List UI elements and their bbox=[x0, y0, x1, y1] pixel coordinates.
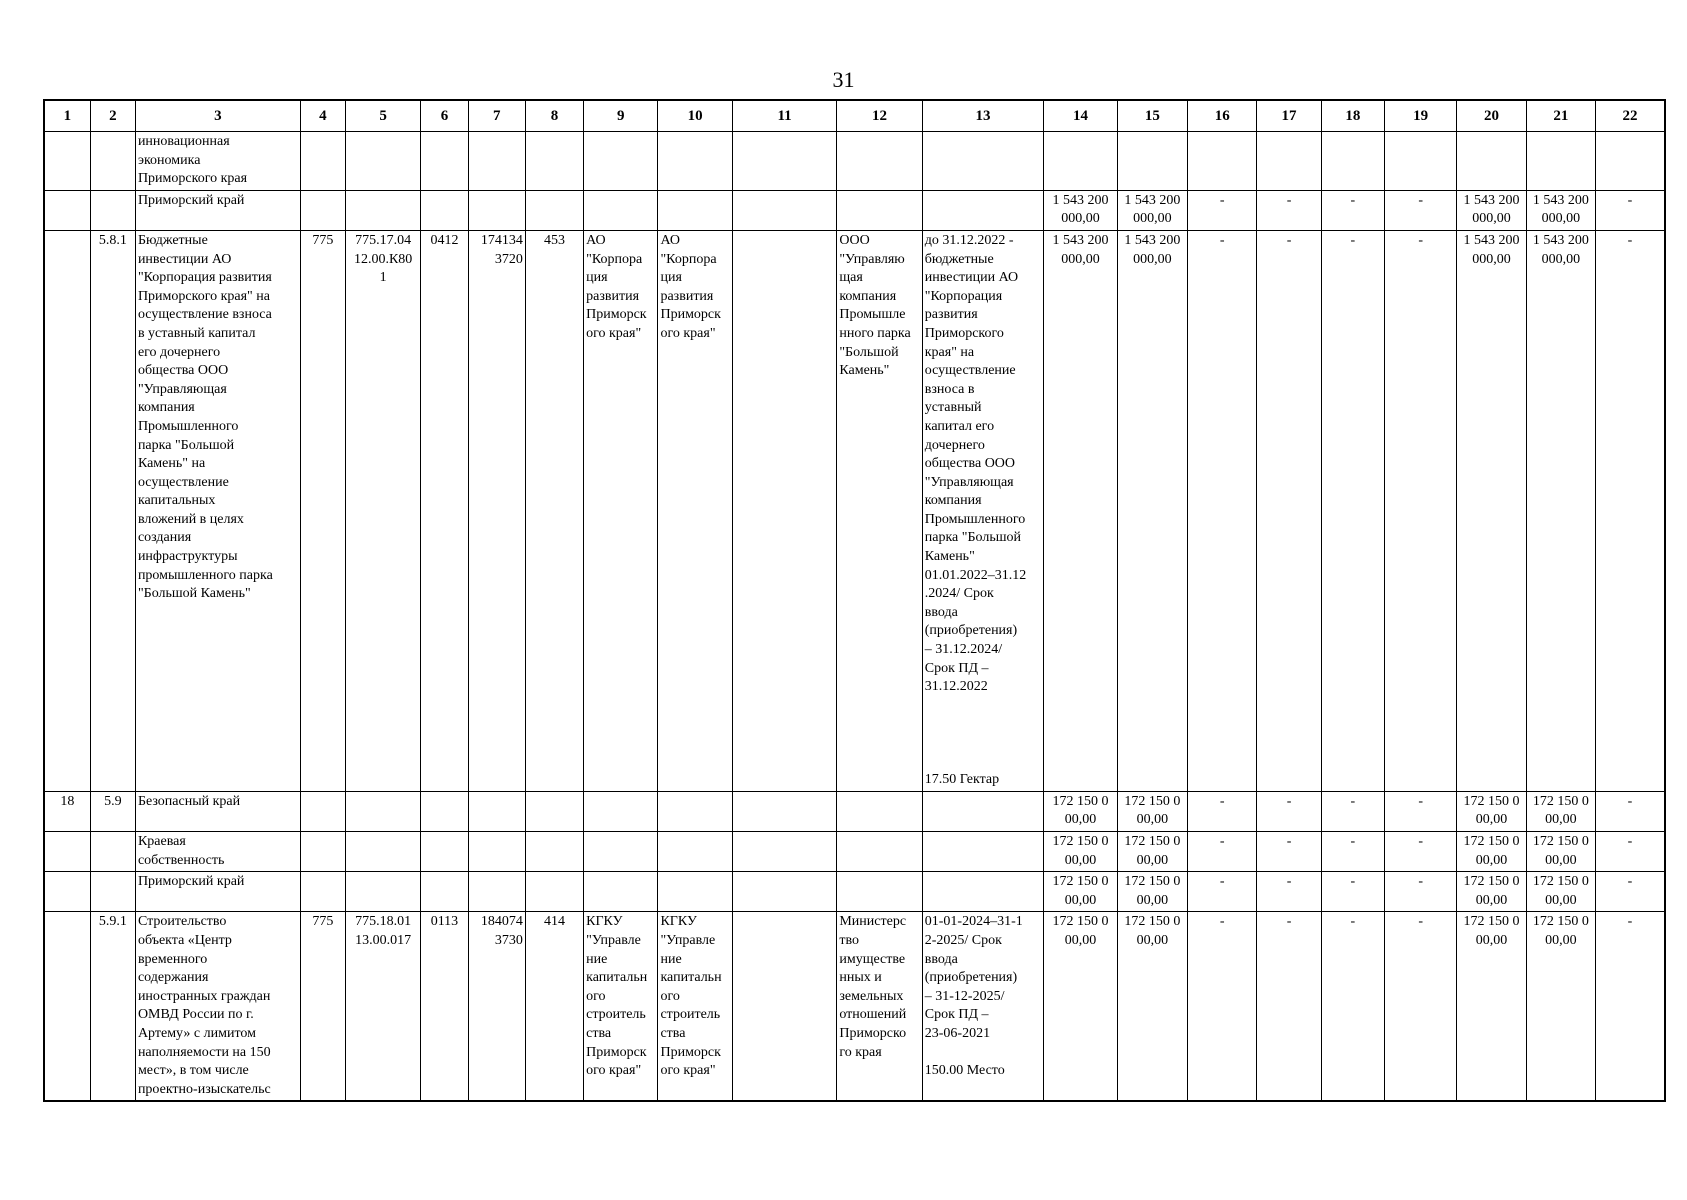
table-row bbox=[44, 912, 1665, 1101]
budget-table bbox=[43, 99, 1666, 1102]
table-cell-col-17: - bbox=[1257, 190, 1321, 230]
table-cell-col-19: - bbox=[1384, 912, 1456, 1101]
table-cell-col-1 bbox=[44, 831, 90, 871]
table-cell-col-7: 184074 3730 bbox=[468, 912, 525, 1101]
table-cell-col-10 bbox=[658, 791, 732, 831]
table-cell-col-4 bbox=[300, 791, 345, 831]
table-cell-col-21: 172 150 0 00,00 bbox=[1526, 912, 1595, 1101]
table-cell-col-5 bbox=[345, 791, 420, 831]
table-cell-col-7 bbox=[468, 831, 525, 871]
table-cell-col-22 bbox=[1595, 132, 1665, 191]
table-cell-col-11 bbox=[732, 912, 837, 1101]
table-cell-col-6: 0412 bbox=[421, 230, 468, 791]
page-number: 31 bbox=[832, 67, 855, 92]
table-cell-col-15: 172 150 0 00,00 bbox=[1117, 791, 1187, 831]
table-cell-col-18: - bbox=[1321, 872, 1384, 912]
table-cell-col-13 bbox=[922, 872, 1044, 912]
table-cell-col-21: 1 543 200 000,00 bbox=[1526, 230, 1595, 791]
table-cell-col-17 bbox=[1257, 132, 1321, 191]
table-cell-col-2: 5.9.1 bbox=[90, 912, 135, 1101]
table-cell-col-12: ООО "Управляю щая компания Промышле нного парка "Большой Камень" bbox=[837, 230, 922, 791]
table-cell-col-16: - bbox=[1188, 791, 1257, 831]
table-cell-col-2 bbox=[90, 132, 135, 191]
table-cell-col-8: 453 bbox=[525, 230, 583, 791]
table-cell-col-21: 172 150 0 00,00 bbox=[1526, 791, 1595, 831]
col-header: 19 bbox=[1384, 100, 1456, 132]
table-cell-col-5 bbox=[345, 190, 420, 230]
table-cell-col-15: 1 543 200 000,00 bbox=[1117, 190, 1187, 230]
table-row bbox=[44, 831, 1665, 871]
table-cell-col-13 bbox=[922, 190, 1044, 230]
table-cell-col-11 bbox=[732, 132, 837, 191]
table-cell-col-10 bbox=[658, 190, 732, 230]
table-cell-col-10: КГКУ "Управле ние капитальн ого строитель ства Приморск ого края" bbox=[658, 912, 732, 1101]
table-cell-col-15: 172 150 0 00,00 bbox=[1117, 831, 1187, 871]
table-cell-col-3: Бюджетные инвестиции АО "Корпорация развития Приморского края" на осуществление взноса в уставный капитал его дочернего общества ООО "Управляющая компания Промышленного парка "Большой Камень" на осуществление капитальных вложений в целях создания инфраструктуры промышленного парка "Большой Камень" bbox=[135, 230, 300, 791]
table-cell-col-4: 775 bbox=[300, 912, 345, 1101]
table-cell-col-22: - bbox=[1595, 230, 1665, 791]
table-cell-col-2: 5.8.1 bbox=[90, 230, 135, 791]
table-cell-col-7: 174134 3720 bbox=[468, 230, 525, 791]
table-cell-col-19: - bbox=[1384, 190, 1456, 230]
table-cell-col-10 bbox=[658, 831, 732, 871]
table-cell-col-1 bbox=[44, 132, 90, 191]
table-cell-col-18: - bbox=[1321, 831, 1384, 871]
col-header: 5 bbox=[345, 100, 420, 132]
table-cell-col-15 bbox=[1117, 132, 1187, 191]
table-cell-col-8 bbox=[525, 791, 583, 831]
table-cell-col-21: 172 150 0 00,00 bbox=[1526, 872, 1595, 912]
table-cell-col-2 bbox=[90, 831, 135, 871]
table-cell-col-16: - bbox=[1188, 230, 1257, 791]
table-cell-col-3: инновационная экономика Приморского края bbox=[135, 132, 300, 191]
table-row bbox=[44, 230, 1665, 791]
col-header: 9 bbox=[584, 100, 658, 132]
col-header: 4 bbox=[300, 100, 345, 132]
table-cell-col-11 bbox=[732, 190, 837, 230]
table-cell-col-17: - bbox=[1257, 912, 1321, 1101]
table-cell-col-4 bbox=[300, 831, 345, 871]
table-cell-col-9: КГКУ "Управле ние капитальн ого строитель ства Приморск ого края" bbox=[584, 912, 658, 1101]
table-row bbox=[44, 132, 1665, 191]
table-cell-col-3: Безопасный край bbox=[135, 791, 300, 831]
table-cell-col-14: 172 150 0 00,00 bbox=[1044, 912, 1117, 1101]
table-cell-col-21: 1 543 200 000,00 bbox=[1526, 190, 1595, 230]
table-cell-col-20: 172 150 0 00,00 bbox=[1457, 831, 1526, 871]
table-cell-col-16: - bbox=[1188, 872, 1257, 912]
table-cell-col-12: Министерс тво имуществе нных и земельных отношений Приморско го края bbox=[837, 912, 922, 1101]
table-cell-col-21: 172 150 0 00,00 bbox=[1526, 831, 1595, 871]
col-header: 7 bbox=[468, 100, 525, 132]
table-cell-col-19: - bbox=[1384, 831, 1456, 871]
table-cell-col-17: - bbox=[1257, 872, 1321, 912]
table-cell-col-10: АО "Корпора ция развития Приморск ого края" bbox=[658, 230, 732, 791]
table-cell-col-21 bbox=[1526, 132, 1595, 191]
table-cell-col-7 bbox=[468, 791, 525, 831]
table-cell-col-20: 1 543 200 000,00 bbox=[1457, 230, 1526, 791]
table-cell-col-3: Приморский край bbox=[135, 872, 300, 912]
table-cell-col-3: Строительство объекта «Центр временного содержания иностранных граждан ОМВД России по г. Артему» с лимитом наполняемости на 150 мест», в том числе проектно-изыскательс bbox=[135, 912, 300, 1101]
table-cell-col-6 bbox=[421, 872, 468, 912]
table-cell-col-15: 172 150 0 00,00 bbox=[1117, 872, 1187, 912]
table-cell-col-12 bbox=[837, 132, 922, 191]
table-cell-col-6 bbox=[421, 791, 468, 831]
table-cell-col-13 bbox=[922, 831, 1044, 871]
table-cell-col-17: - bbox=[1257, 230, 1321, 791]
table-cell-col-6: 0113 bbox=[421, 912, 468, 1101]
table-cell-col-6 bbox=[421, 831, 468, 871]
table-cell-col-22: - bbox=[1595, 872, 1665, 912]
col-header: 3 bbox=[135, 100, 300, 132]
table-cell-col-13: до 31.12.2022 - бюджетные инвестиции АО "Корпорация развития Приморского края" на осуществление взноса в уставный капитал его дочернего общества ООО "Управляющая компания Промышленного парка "Большой Камень" 01.01.2022–31.12 .2024/ Срок ввода (приобретения) – 31.12.2024/ Срок ПД – 31.12.2022 17.50 Гектар bbox=[922, 230, 1044, 791]
table-cell-col-7 bbox=[468, 132, 525, 191]
col-header: 13 bbox=[922, 100, 1044, 132]
table-row bbox=[44, 872, 1665, 912]
table-cell-col-16: - bbox=[1188, 912, 1257, 1101]
table-cell-col-8 bbox=[525, 132, 583, 191]
table-cell-col-12 bbox=[837, 791, 922, 831]
table-cell-col-20: 172 150 0 00,00 bbox=[1457, 872, 1526, 912]
table-cell-col-8 bbox=[525, 190, 583, 230]
table-cell-col-17: - bbox=[1257, 831, 1321, 871]
table-cell-col-1 bbox=[44, 912, 90, 1101]
table-cell-col-2: 5.9 bbox=[90, 791, 135, 831]
col-header: 10 bbox=[658, 100, 732, 132]
header-row bbox=[44, 100, 1665, 132]
table-cell-col-7 bbox=[468, 872, 525, 912]
table-cell-col-6 bbox=[421, 132, 468, 191]
table-cell-col-11 bbox=[732, 791, 837, 831]
table-cell-col-1 bbox=[44, 190, 90, 230]
table-cell-col-15: 1 543 200 000,00 bbox=[1117, 230, 1187, 791]
table-cell-col-5 bbox=[345, 132, 420, 191]
table-cell-col-14: 172 150 0 00,00 bbox=[1044, 872, 1117, 912]
table-cell-col-11 bbox=[732, 831, 837, 871]
col-header: 15 bbox=[1117, 100, 1187, 132]
col-header: 18 bbox=[1321, 100, 1384, 132]
col-header: 1 bbox=[44, 100, 90, 132]
table-cell-col-16 bbox=[1188, 132, 1257, 191]
table-cell-col-16: - bbox=[1188, 831, 1257, 871]
table-cell-col-14: 172 150 0 00,00 bbox=[1044, 831, 1117, 871]
table-cell-col-8 bbox=[525, 831, 583, 871]
table-cell-col-18: - bbox=[1321, 190, 1384, 230]
table-cell-col-14 bbox=[1044, 132, 1117, 191]
table-cell-col-5 bbox=[345, 872, 420, 912]
table-cell-col-9 bbox=[584, 872, 658, 912]
table-cell-col-22: - bbox=[1595, 912, 1665, 1101]
table-cell-col-9 bbox=[584, 831, 658, 871]
table-row bbox=[44, 190, 1665, 230]
col-header: 16 bbox=[1188, 100, 1257, 132]
table-cell-col-9 bbox=[584, 132, 658, 191]
table-cell-col-9 bbox=[584, 190, 658, 230]
col-header: 14 bbox=[1044, 100, 1117, 132]
table-cell-col-16: - bbox=[1188, 190, 1257, 230]
table-cell-col-20: 172 150 0 00,00 bbox=[1457, 791, 1526, 831]
table-cell-col-18: - bbox=[1321, 791, 1384, 831]
table-cell-col-3: Краевая собственность bbox=[135, 831, 300, 871]
table-cell-col-12 bbox=[837, 190, 922, 230]
table-cell-col-22: - bbox=[1595, 791, 1665, 831]
table-cell-col-11 bbox=[732, 872, 837, 912]
table-cell-col-1: 18 bbox=[44, 791, 90, 831]
table-cell-col-8: 414 bbox=[525, 912, 583, 1101]
table-cell-col-2 bbox=[90, 190, 135, 230]
table-cell-col-18: - bbox=[1321, 230, 1384, 791]
col-header: 8 bbox=[525, 100, 583, 132]
table-cell-col-9: АО "Корпора ция развития Приморск ого края" bbox=[584, 230, 658, 791]
table-cell-col-4 bbox=[300, 872, 345, 912]
table-cell-col-20 bbox=[1457, 132, 1526, 191]
table-cell-col-8 bbox=[525, 872, 583, 912]
col-header: 6 bbox=[421, 100, 468, 132]
table-cell-col-1 bbox=[44, 872, 90, 912]
col-header: 17 bbox=[1257, 100, 1321, 132]
table-cell-col-14: 1 543 200 000,00 bbox=[1044, 230, 1117, 791]
table-cell-col-15: 172 150 0 00,00 bbox=[1117, 912, 1187, 1101]
table-cell-col-19: - bbox=[1384, 230, 1456, 791]
table-cell-col-5: 775.17.04 12.00.К80 1 bbox=[345, 230, 420, 791]
table-cell-col-13: 01-01-2024–31-1 2-2025/ Срок ввода (приобретения) – 31-12-2025/ Срок ПД – 23-06-2021 150.00 Место bbox=[922, 912, 1044, 1101]
table-cell-col-1 bbox=[44, 230, 90, 791]
col-header: 20 bbox=[1457, 100, 1526, 132]
table-cell-col-18 bbox=[1321, 132, 1384, 191]
col-header: 11 bbox=[732, 100, 837, 132]
table-cell-col-4 bbox=[300, 190, 345, 230]
table-cell-col-19: - bbox=[1384, 872, 1456, 912]
col-header: 21 bbox=[1526, 100, 1595, 132]
table-cell-col-14: 1 543 200 000,00 bbox=[1044, 190, 1117, 230]
table-cell-col-4 bbox=[300, 132, 345, 191]
table-cell-col-22: - bbox=[1595, 831, 1665, 871]
table-cell-col-11 bbox=[732, 230, 837, 791]
table-cell-col-14: 172 150 0 00,00 bbox=[1044, 791, 1117, 831]
table-cell-col-22: - bbox=[1595, 190, 1665, 230]
table-cell-col-3: Приморский край bbox=[135, 190, 300, 230]
col-header: 22 bbox=[1595, 100, 1665, 132]
col-header: 2 bbox=[90, 100, 135, 132]
table-cell-col-7 bbox=[468, 190, 525, 230]
table-cell-col-4: 775 bbox=[300, 230, 345, 791]
table-cell-col-6 bbox=[421, 190, 468, 230]
table-cell-col-2 bbox=[90, 872, 135, 912]
table-cell-col-13 bbox=[922, 132, 1044, 191]
table-cell-col-19: - bbox=[1384, 791, 1456, 831]
table-row bbox=[44, 791, 1665, 831]
table-cell-col-10 bbox=[658, 872, 732, 912]
table-cell-col-13 bbox=[922, 791, 1044, 831]
table-cell-col-20: 172 150 0 00,00 bbox=[1457, 912, 1526, 1101]
table-cell-col-5: 775.18.01 13.00.017 bbox=[345, 912, 420, 1101]
table-cell-col-17: - bbox=[1257, 791, 1321, 831]
table-cell-col-12 bbox=[837, 872, 922, 912]
table-cell-col-9 bbox=[584, 791, 658, 831]
table-cell-col-10 bbox=[658, 132, 732, 191]
col-header: 12 bbox=[837, 100, 922, 132]
table-cell-col-5 bbox=[345, 831, 420, 871]
table-cell-col-19 bbox=[1384, 132, 1456, 191]
table-cell-col-18: - bbox=[1321, 912, 1384, 1101]
table-cell-col-12 bbox=[837, 831, 922, 871]
table-cell-col-20: 1 543 200 000,00 bbox=[1457, 190, 1526, 230]
